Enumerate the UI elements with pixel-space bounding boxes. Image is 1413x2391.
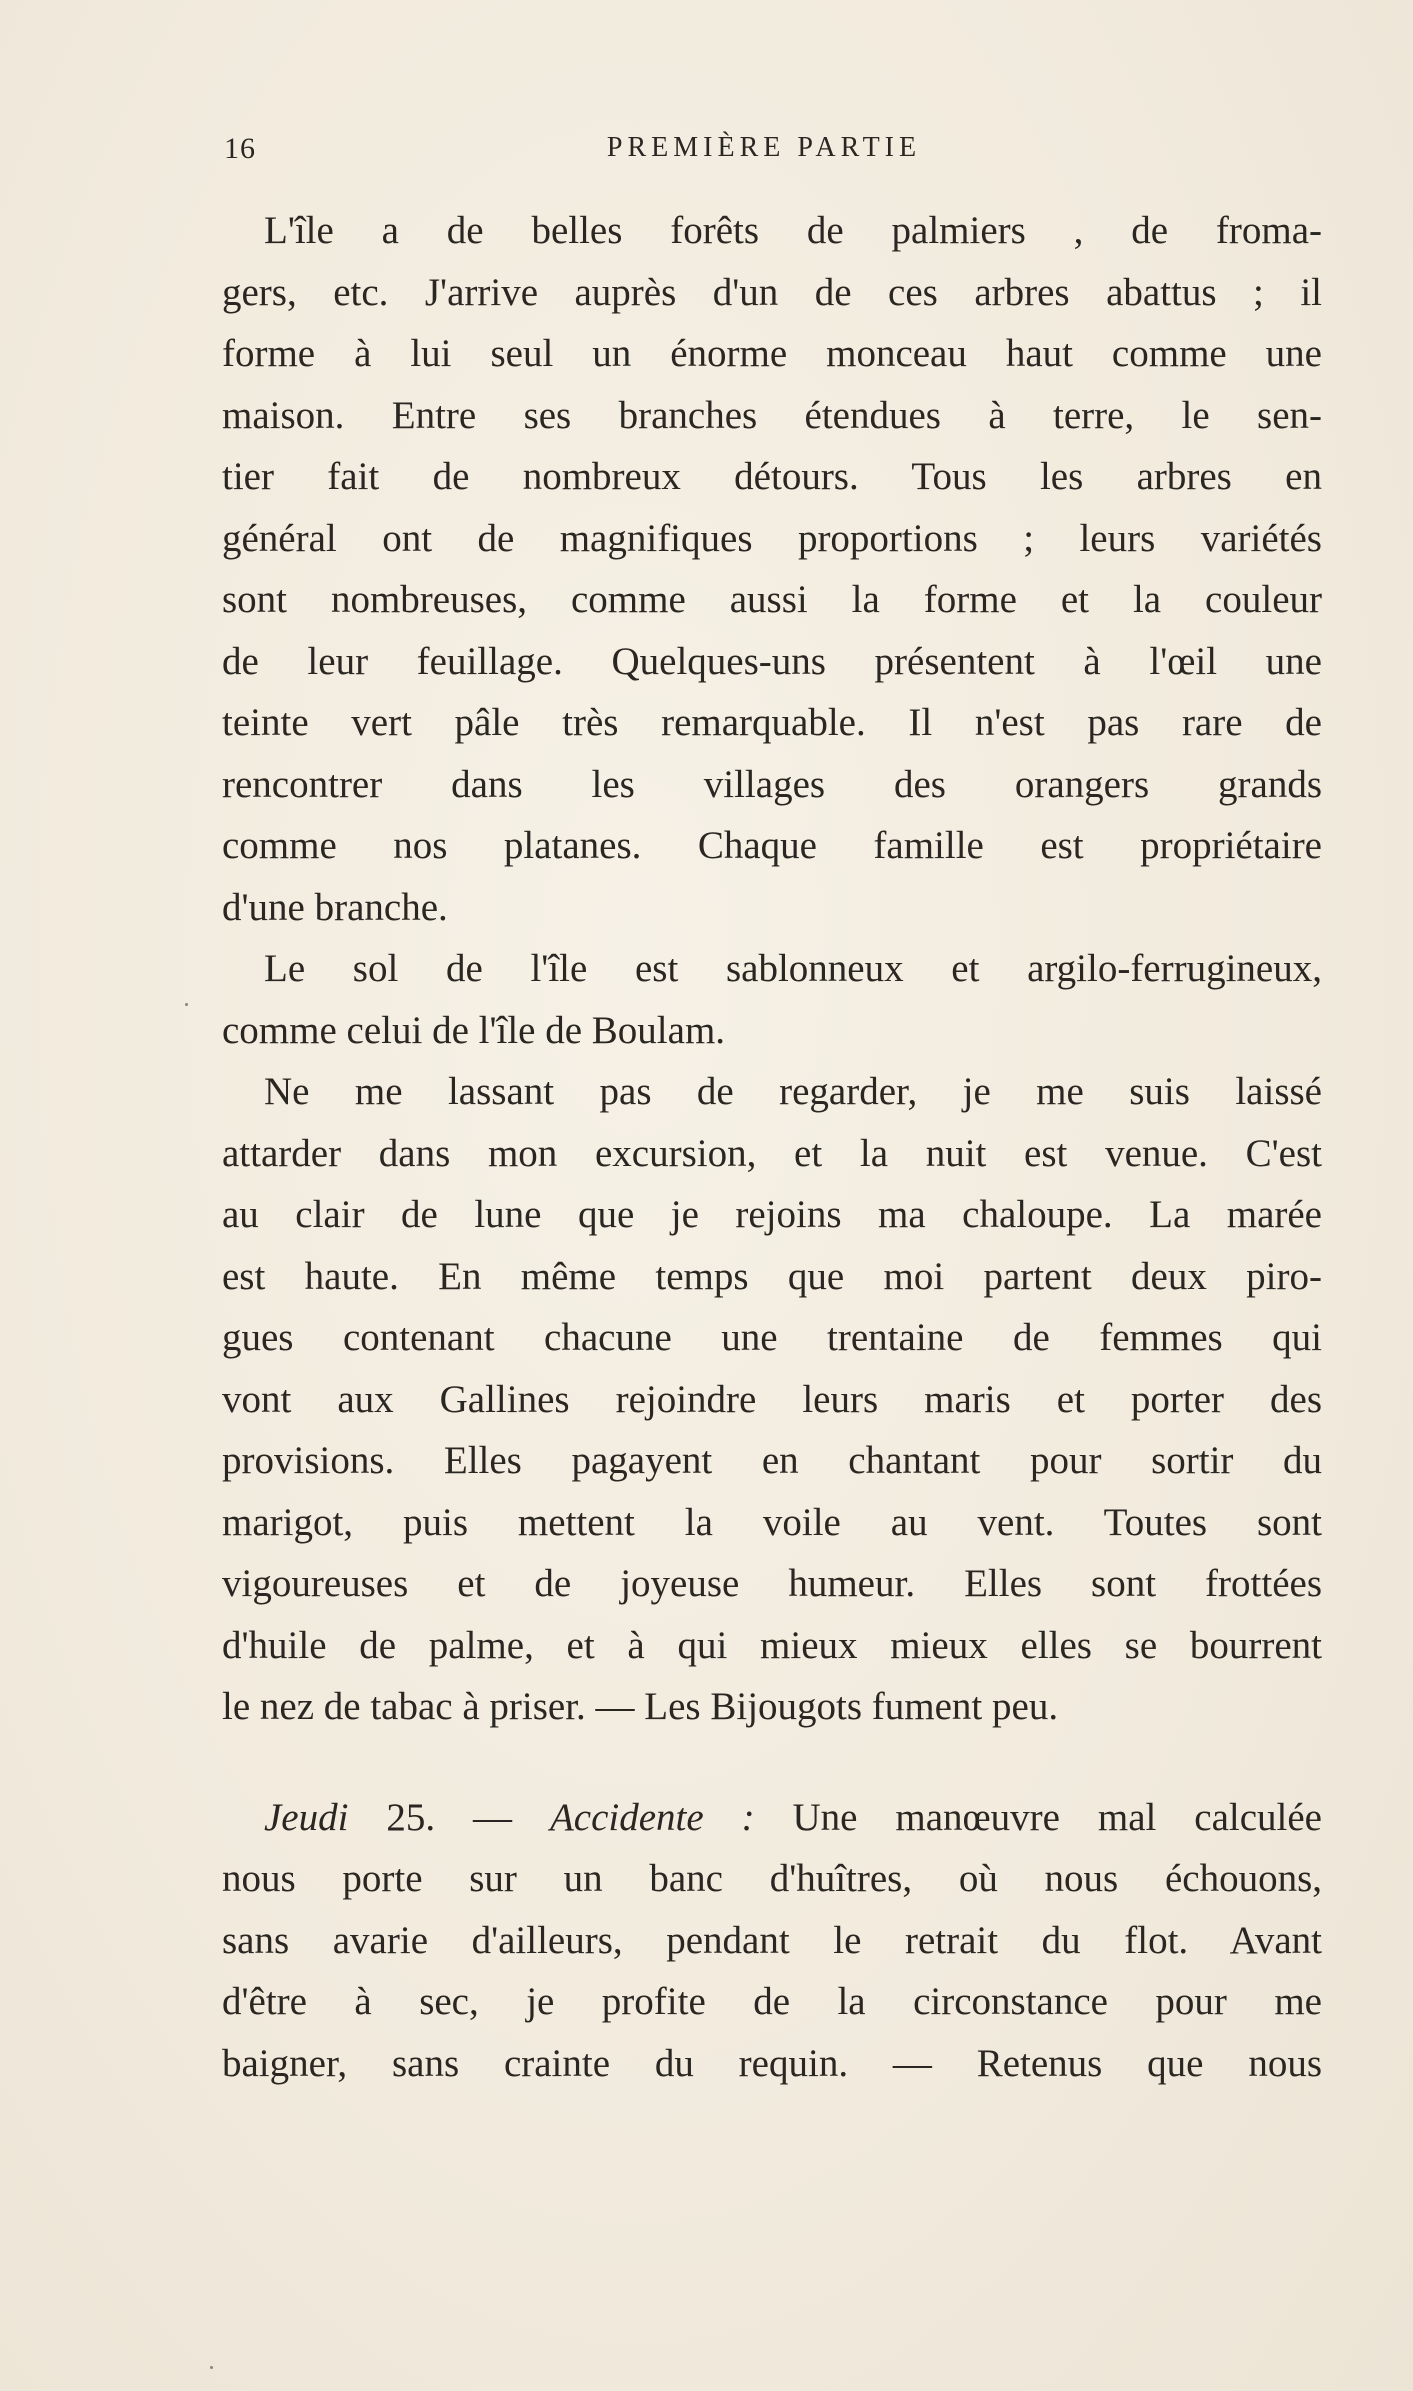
entry-first-line-text: Une manœuvre mal calculée <box>754 1795 1322 1839</box>
text-line: le nez de tabac à priser. — Les Bijougots fument peu. <box>222 1685 1059 1728</box>
text-line: d'huile de palme, et à qui mieux mieux elles se bourrent <box>222 1623 1322 1667</box>
text-line: rencontrer dans les villages des orangers grands <box>222 762 1322 806</box>
text-line: au clair de lune que je rejoins ma chaloupe. La marée <box>222 1193 1322 1236</box>
text-line: d'être à sec, je profite de la circonstance pour me <box>222 1980 1322 2023</box>
text-line: baigner, sans crainte du requin. — Retenus que nous <box>222 2041 1322 2085</box>
text-line: teinte vert pâle très remarquable. Il n'est pas rare de <box>222 701 1322 744</box>
text-line: forme à lui seul un énorme monceau haut comme une <box>222 332 1322 375</box>
text-line: attarder dans mon excursion, et la nuit est venue. C'est <box>222 1131 1322 1175</box>
text-line: sont nombreuses, comme aussi la forme et la couleur <box>222 578 1322 621</box>
section-gap <box>222 1738 1322 1787</box>
text-line: tier fait de nombreux détours. Tous les arbres en <box>222 455 1322 498</box>
text-line: vigoureuses et de joyeuse humeur. Elles sont frottées <box>222 1562 1322 1605</box>
text-line: marigot, puis mettent la voile au vent. Toutes sont <box>222 1500 1322 1544</box>
entry-dash: — <box>435 1795 550 1839</box>
text-line: général ont de magnifiques proportions ; leurs variétés <box>222 516 1322 560</box>
text-line: comme celui de l'île de Boulam. <box>222 1008 726 1052</box>
text-line: gues contenant chacune une trentaine de femmes qui <box>222 1316 1322 1359</box>
text-line: vont aux Gallines rejoindre leurs maris et porter des <box>222 1377 1322 1421</box>
running-header <box>224 132 1304 172</box>
body-text <box>222 200 1322 2094</box>
text-line: d'une branche. <box>222 885 448 929</box>
paragraph-soil <box>222 938 1322 1061</box>
text-line: Ne me lassant pas de regarder, je me suis laissé <box>264 1070 1322 1113</box>
text-line: gers, etc. J'arrive auprès d'un de ces arbres abattus ; il <box>222 270 1322 314</box>
text-line: L'île a de belles forêts de palmiers , de froma- <box>264 209 1322 252</box>
paragraph-forests <box>222 200 1322 938</box>
running-title: PREMIÈRE PARTIE <box>606 132 922 163</box>
text-line: maison. Entre ses branches étendues à terre, le sen- <box>222 393 1322 437</box>
entry-heading: Accidente : <box>549 1795 755 1839</box>
text-line: est haute. En même temps que moi partent deux piro- <box>222 1254 1322 1298</box>
paragraph-excursion <box>222 1061 1322 1738</box>
text-line: de leur feuillage. Quelques-uns présentent à l'œil une <box>222 639 1322 683</box>
text-line: Le sol de l'île est sablonneux et argilo-ferrugineux, <box>264 947 1322 990</box>
entry-first-line <box>222 1787 1322 1849</box>
paper-speck <box>210 2366 213 2369</box>
entry-day: Jeudi <box>264 1795 349 1839</box>
text-line: comme nos platanes. Chaque famille est propriétaire <box>222 824 1322 867</box>
page-number: 16 <box>224 132 256 165</box>
paper-speck <box>185 1003 188 1006</box>
text-line: provisions. Elles pagayent en chantant pour sortir du <box>222 1439 1322 1482</box>
text-line: sans avarie d'ailleurs, pendant le retrait du flot. Avant <box>222 1918 1322 1962</box>
entry-date: 25. <box>386 1795 436 1839</box>
text-line: nous porte sur un banc d'huîtres, où nous échouons, <box>222 1857 1322 1900</box>
diary-entry <box>222 1787 1322 2095</box>
